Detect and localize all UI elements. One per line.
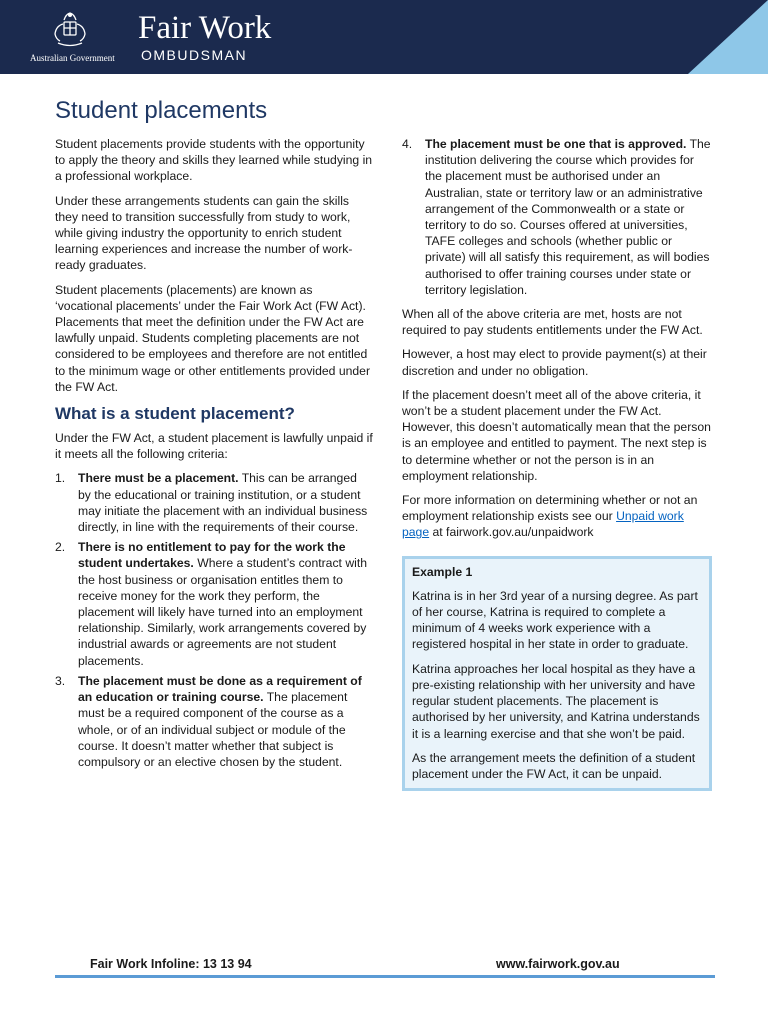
example-paragraph: As the arrangement meets the definition of a student placement under the FW Act, it can be unpaid.	[412, 750, 696, 781]
coat-of-arms-icon	[50, 10, 90, 50]
body-paragraph: If the placement doesn’t meet all of the above criteria, it won’t be a student placement under the FW Act. However, this doesn’t automatically mean that the person is an employee and entitled to payment. The next step is to determine whether or not the person is in an employment relationship.	[402, 387, 711, 483]
section-intro: Under the FW Act, a student placement is lawfully unpaid if it meets all the following criteria:	[55, 431, 373, 462]
header-banner	[0, 0, 768, 74]
brand-subtitle: OMBUDSMAN	[141, 47, 248, 63]
criteria-number: 3.	[55, 673, 66, 688]
intro-paragraph: Student placements (placements) are known as ‘vocational placements’ under the Fair Work Act (FW Act). Placements that meet the definition under the FW Act are lawfully unpaid. Students completing placements are not considered to be employees and therefore are not entitled to the minimum wage or other entitlements provided under the FW Act.	[55, 282, 371, 394]
criteria-bold: There must be a placement.	[78, 471, 239, 486]
footer-website[interactable]: www.fairwork.gov.au	[496, 957, 620, 971]
criteria-number: 2.	[55, 540, 66, 555]
body-paragraph: However, a host may elect to provide payment(s) at their discretion and under no obligation.	[402, 347, 707, 378]
intro-paragraph: Student placements provide students with the opportunity to apply the theory and skills they learned while studying in a professional workplace.	[55, 137, 373, 184]
example-paragraph: Katrina approaches her local hospital as they have a pre-existing relationship with her university and have regular student placements. The placement is authorised by her university, and Katrina understands it is a learning exercise and that she won’t be paid.	[412, 661, 700, 741]
criteria-item	[55, 673, 373, 770]
criteria-number: 4.	[402, 137, 413, 151]
government-label: Australian Government	[30, 53, 115, 63]
criteria-bold: The placement must be done as a requirement of an education or training course.	[78, 673, 362, 705]
example-box	[402, 556, 712, 791]
section-heading: What is a student placement?	[55, 404, 295, 424]
intro-paragraph: Under these arrangements students can gain the skills they need to transition successfully from study to work, while giving industry the opportunity to enrich student learning experiences and increase the number of work-ready graduates.	[55, 193, 353, 273]
header-accent-triangle	[688, 0, 768, 74]
criteria-item	[55, 539, 373, 669]
footer-infoline: Fair Work Infoline: 13 13 94	[90, 957, 252, 971]
example-title: Example 1	[412, 564, 473, 579]
criteria-bold: The placement must be one that is approved.	[425, 137, 687, 151]
left-column	[55, 136, 373, 774]
example-paragraph: Katrina is in her 3rd year of a nursing degree. As part of her course, Katrina is required to complete a minimum of 4 weeks work experience with a registered hospital in her state in order to graduate.	[412, 588, 698, 652]
criteria-list	[55, 470, 373, 770]
criteria-text: Where a student’s contract with the host business or organisation entitles them to receive money for the work they perform, the placement will likely have turned into an employment relationship. Similarly, work arrangements covered by industrial awards or agreements are not student placements.	[78, 556, 368, 668]
criteria-number: 1.	[55, 471, 66, 486]
criteria-item	[55, 470, 373, 535]
criteria-text: The placement must be a required component of the course as a whole, or of an individual subject or module of the course. It doesn’t matter whether that subject is compulsory or an elective chosen by the student.	[78, 690, 348, 769]
criteria-text: The institution delivering the course which provides for the placement must be authorised under an Australian, state or territory law or an administrative arrangement of the Commonwealth or a state or territory to do so. Courses offered at universities, TAFE colleges and schools (whether public or private) will all satisfy this requirement, as will bodies authorised to offer training courses under state or territory legislation.	[425, 137, 711, 297]
brand-title: Fair Work	[138, 10, 272, 46]
criteria-text: This can be arranged by the educational or training institution, or a student may initiate the placement with an individual business directly, in line with the requirements of their course.	[78, 471, 368, 535]
footer-divider	[55, 975, 715, 978]
criteria-item	[402, 136, 714, 298]
more-info-prefix: For more information on determining whether or not an employment relationship exists see our	[402, 493, 698, 524]
more-info-suffix: at fairwork.gov.au/unpaidwork	[429, 525, 594, 540]
criteria-bold: There is no entitlement to pay for the work the student undertakes.	[78, 540, 346, 571]
body-paragraph: When all of the above criteria are met, hosts are not required to pay students entitlements under the FW Act.	[402, 307, 703, 338]
more-info-paragraph	[402, 492, 714, 541]
unpaid-work-link[interactable]: Unpaid work page	[402, 509, 684, 540]
page-title: Student placements	[55, 97, 268, 124]
right-column	[402, 136, 714, 791]
